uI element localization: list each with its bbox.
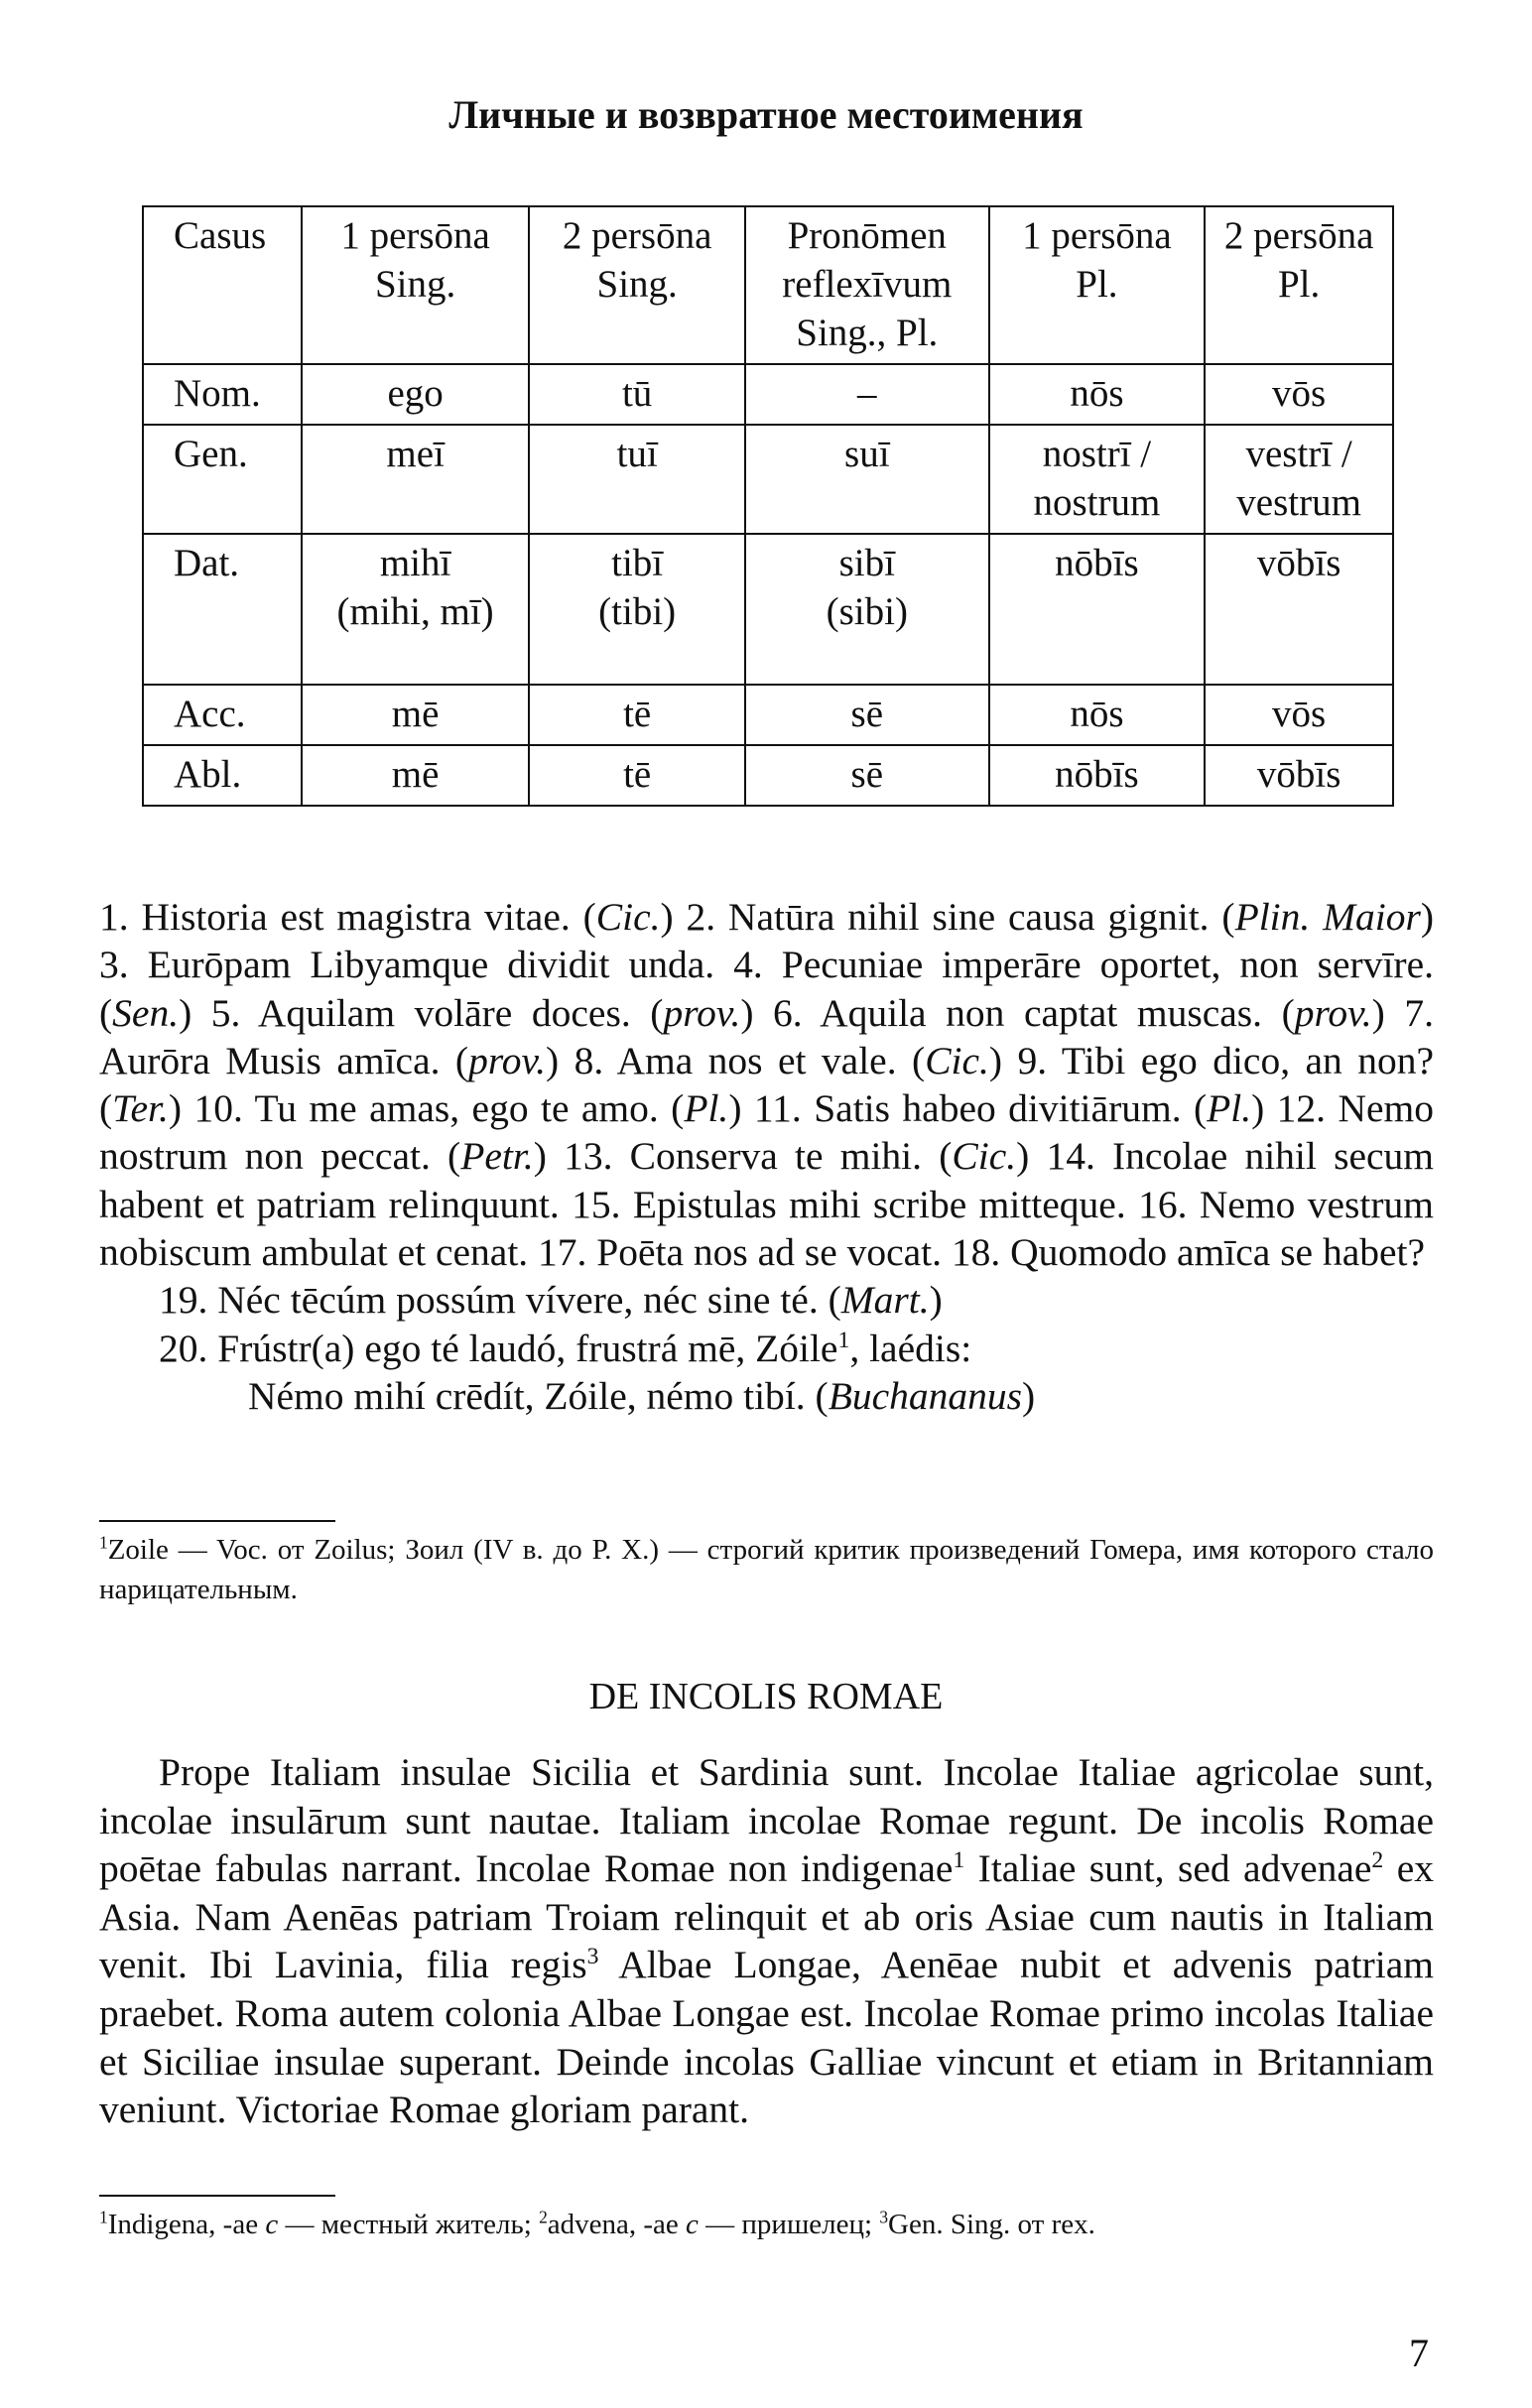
footnote-rule-2	[99, 2195, 335, 2197]
italic-text: Cic.	[925, 1038, 989, 1082]
pronoun-table	[142, 205, 1394, 807]
case-label: Gen.	[143, 425, 302, 534]
table-cell: 2 persōna Sing.	[529, 206, 745, 364]
table-cell: mē	[302, 685, 530, 745]
footnote-text: Zoile — Voc. от Zoilus; Зоил (IV в. до Р. Х.) — строгий критик произведений Гомера, имя которого стало нарицательным.	[99, 1534, 1434, 1605]
line-19-text: 19. Néc tēcúm possúm vívere, néc sine té. (	[159, 1278, 841, 1323]
line-20-text-a: 20. Frústr(a) ego té laudó, frustrá mē, Zóile	[159, 1326, 838, 1370]
text-run: ) 14. Incolae nihil secum habent et patriam relinquunt. 15. Epistulas mihi scribe mitteque. 16. Nemo vestrum nobiscum ambulat et cenat. 17. Poēta nos ad se vocat. 18. Quomodo amīca se habet?	[99, 1134, 1434, 1275]
footnote-mark: 1	[99, 1532, 108, 1553]
table-cell: 1 persōna Pl.	[989, 206, 1206, 364]
italic-text: c	[686, 2209, 699, 2240]
case-label: Abl.	[143, 745, 302, 806]
italic-text: Cic.	[952, 1134, 1017, 1179]
table-row	[143, 364, 1393, 425]
text-run: ) 3. Eurōpam Libyamque dividit unda. 4. Pecuniae imperāre oportet, non servīre. (	[99, 895, 1435, 1035]
table-cell: nostrī / nostrum	[989, 425, 1206, 534]
exercise-line-20	[99, 1325, 1434, 1372]
case-label: Nom.	[143, 364, 302, 425]
exercise-paragraph	[99, 893, 1434, 1276]
italic-text: c	[265, 2209, 279, 2240]
italic-text: prov.	[1294, 990, 1372, 1035]
italic-text: Pl.	[684, 1086, 729, 1131]
table-cell: nōbīs	[989, 534, 1206, 685]
story-paragraph	[99, 1748, 1434, 2134]
table-cell: sibī (sibi)	[745, 534, 989, 685]
table-cell: tuī	[529, 425, 745, 534]
italic-text: prov.	[663, 990, 741, 1035]
text-run: 1. Historia est magistra vitae. (	[99, 895, 596, 939]
text-run: Indigena, -ae	[107, 2209, 266, 2240]
text-run: advena, -ae	[547, 2209, 687, 2240]
line-21-text: Némo mihí crēdít, Zóile, némo tibí. (	[248, 1373, 829, 1418]
table-cell: vōs	[1205, 685, 1393, 745]
italic-text: Pl.	[1207, 1086, 1252, 1131]
italic-text: Plin. Maior	[1234, 895, 1421, 939]
table-cell: suī	[745, 425, 989, 534]
text-run: ) 13. Conserva te mihi. (	[533, 1134, 953, 1179]
text-run: ex Asia. Nam Aenēas patriam Troiam relinquit et ab oris Asiae cum nautis in Italiam venit. Ibi Lavinia, filia regis	[99, 1846, 1434, 1987]
table-cell: tū	[529, 364, 745, 425]
text-run: ) 8. Ama nos et vale. (	[545, 1038, 926, 1082]
page-title: Личные и возвратное местоимения	[448, 92, 1084, 137]
text-run: ) 11. Satis habeo divitiārum. (	[728, 1086, 1208, 1131]
text-run: Prope Italiam insulae Sicilia et Sardinia sunt. Incolae Italiae agricolae sunt, incolae insulārum sunt nautae. Italiam incolae Romae regunt. De incolis Romae poētae fabulas narrant. Incolae Romae non indigenae	[99, 1750, 1434, 1891]
case-label: Dat.	[143, 534, 302, 685]
text-run: Italiae sunt, sed advenae	[964, 1846, 1372, 1891]
footnote-mark: 1	[99, 2207, 108, 2227]
line-21-close: )	[1022, 1373, 1036, 1418]
case-label: Casus	[143, 206, 302, 364]
exercise-sentences	[99, 893, 1434, 1420]
table-cell: –	[745, 364, 989, 425]
table-cell: vōs	[1205, 364, 1393, 425]
line-21-author: Buchananus	[828, 1373, 1022, 1418]
section-heading: DE INCOLIS ROMAE	[588, 1676, 944, 1717]
footnote-mark: 2	[1371, 1847, 1384, 1874]
line-20-text-b: , laédis:	[849, 1326, 972, 1370]
text-run: ) 7. Aurōra Musis amīca. (	[99, 990, 1434, 1082]
text-run: ) 5. Aquilam volāre doces. (	[179, 990, 664, 1035]
table-cell: vōbīs	[1205, 534, 1393, 685]
text-run: ) 6. Aquila non captat muscas. (	[740, 990, 1295, 1035]
italic-text: Cic.	[595, 895, 661, 939]
table-cell: 2 persōna Pl.	[1205, 206, 1393, 364]
table-cell: mē	[302, 745, 530, 806]
text-run: ) 2. Natūra nihil sine causa gignit. (	[660, 895, 1235, 939]
line-19-close: )	[929, 1278, 943, 1323]
table-cell: meī	[302, 425, 530, 534]
footnote-vocabulary	[99, 2205, 1434, 2244]
table-row	[143, 425, 1393, 534]
table-cell: vestrī / vestrum	[1205, 425, 1393, 534]
table-cell: mihī (mihi, mī)	[302, 534, 530, 685]
table-cell: nōs	[989, 685, 1206, 745]
text-run: — пришелец;	[698, 2209, 880, 2240]
table-header-row	[143, 206, 1393, 364]
table-cell: nōs	[989, 364, 1206, 425]
table-row	[143, 685, 1393, 745]
table-cell: Pronōmen reflexīvum Sing., Pl.	[745, 206, 989, 364]
table-cell: sē	[745, 745, 989, 806]
exercise-line-21	[99, 1372, 1434, 1420]
text-run: ) 10. Tu me amas, ego te amo. (	[168, 1086, 685, 1131]
text-run: Albae Longae, Aenēae nubit et advenis patriam praebet. Roma autem colonia Albae Longae est. Incolae Romae primo incolas Italiae et Siciliae insulae superant. Deinde incolas Galliae vincunt et etiam in Britanniam veniunt. Victoriae Romae gloriam parant.	[99, 1943, 1434, 2132]
table-row	[143, 534, 1393, 685]
italic-text: prov.	[468, 1038, 546, 1082]
footnote-mark: 2	[539, 2207, 548, 2227]
table-cell: tibī (tibi)	[529, 534, 745, 685]
case-label: Acc.	[143, 685, 302, 745]
footnote-mark: 3	[879, 2207, 889, 2227]
table-cell: vōbīs	[1205, 745, 1393, 806]
footnote-mark: 3	[586, 1944, 599, 1970]
page-number: 7	[1409, 2331, 1429, 2375]
table-cell: 1 persōna Sing.	[302, 206, 530, 364]
line-20-footnote-mark: 1	[837, 1327, 850, 1353]
exercise-line-19	[99, 1276, 1434, 1324]
text-run: Gen. Sing. от rex.	[888, 2209, 1095, 2240]
footnote-zoile	[99, 1530, 1434, 1609]
table-cell: tē	[529, 685, 745, 745]
table-cell: tē	[529, 745, 745, 806]
text-run: ) 9. Tibi ego dico, an non? (	[99, 1038, 1435, 1131]
italic-text: Petr.	[460, 1134, 534, 1179]
text-run: ) 12. Nemo nostrum non peccat. (	[99, 1086, 1434, 1179]
table-cell: ego	[302, 364, 530, 425]
line-19-author: Mart.	[840, 1278, 930, 1323]
footnote-rule	[99, 1520, 335, 1522]
italic-text: Sen.	[112, 990, 180, 1035]
table-cell: sē	[745, 685, 989, 745]
footnote-mark: 1	[953, 1847, 965, 1874]
text-run: — местный житель;	[278, 2209, 540, 2240]
table-cell: nōbīs	[989, 745, 1206, 806]
table-row	[143, 745, 1393, 806]
italic-text: Ter.	[112, 1086, 169, 1131]
